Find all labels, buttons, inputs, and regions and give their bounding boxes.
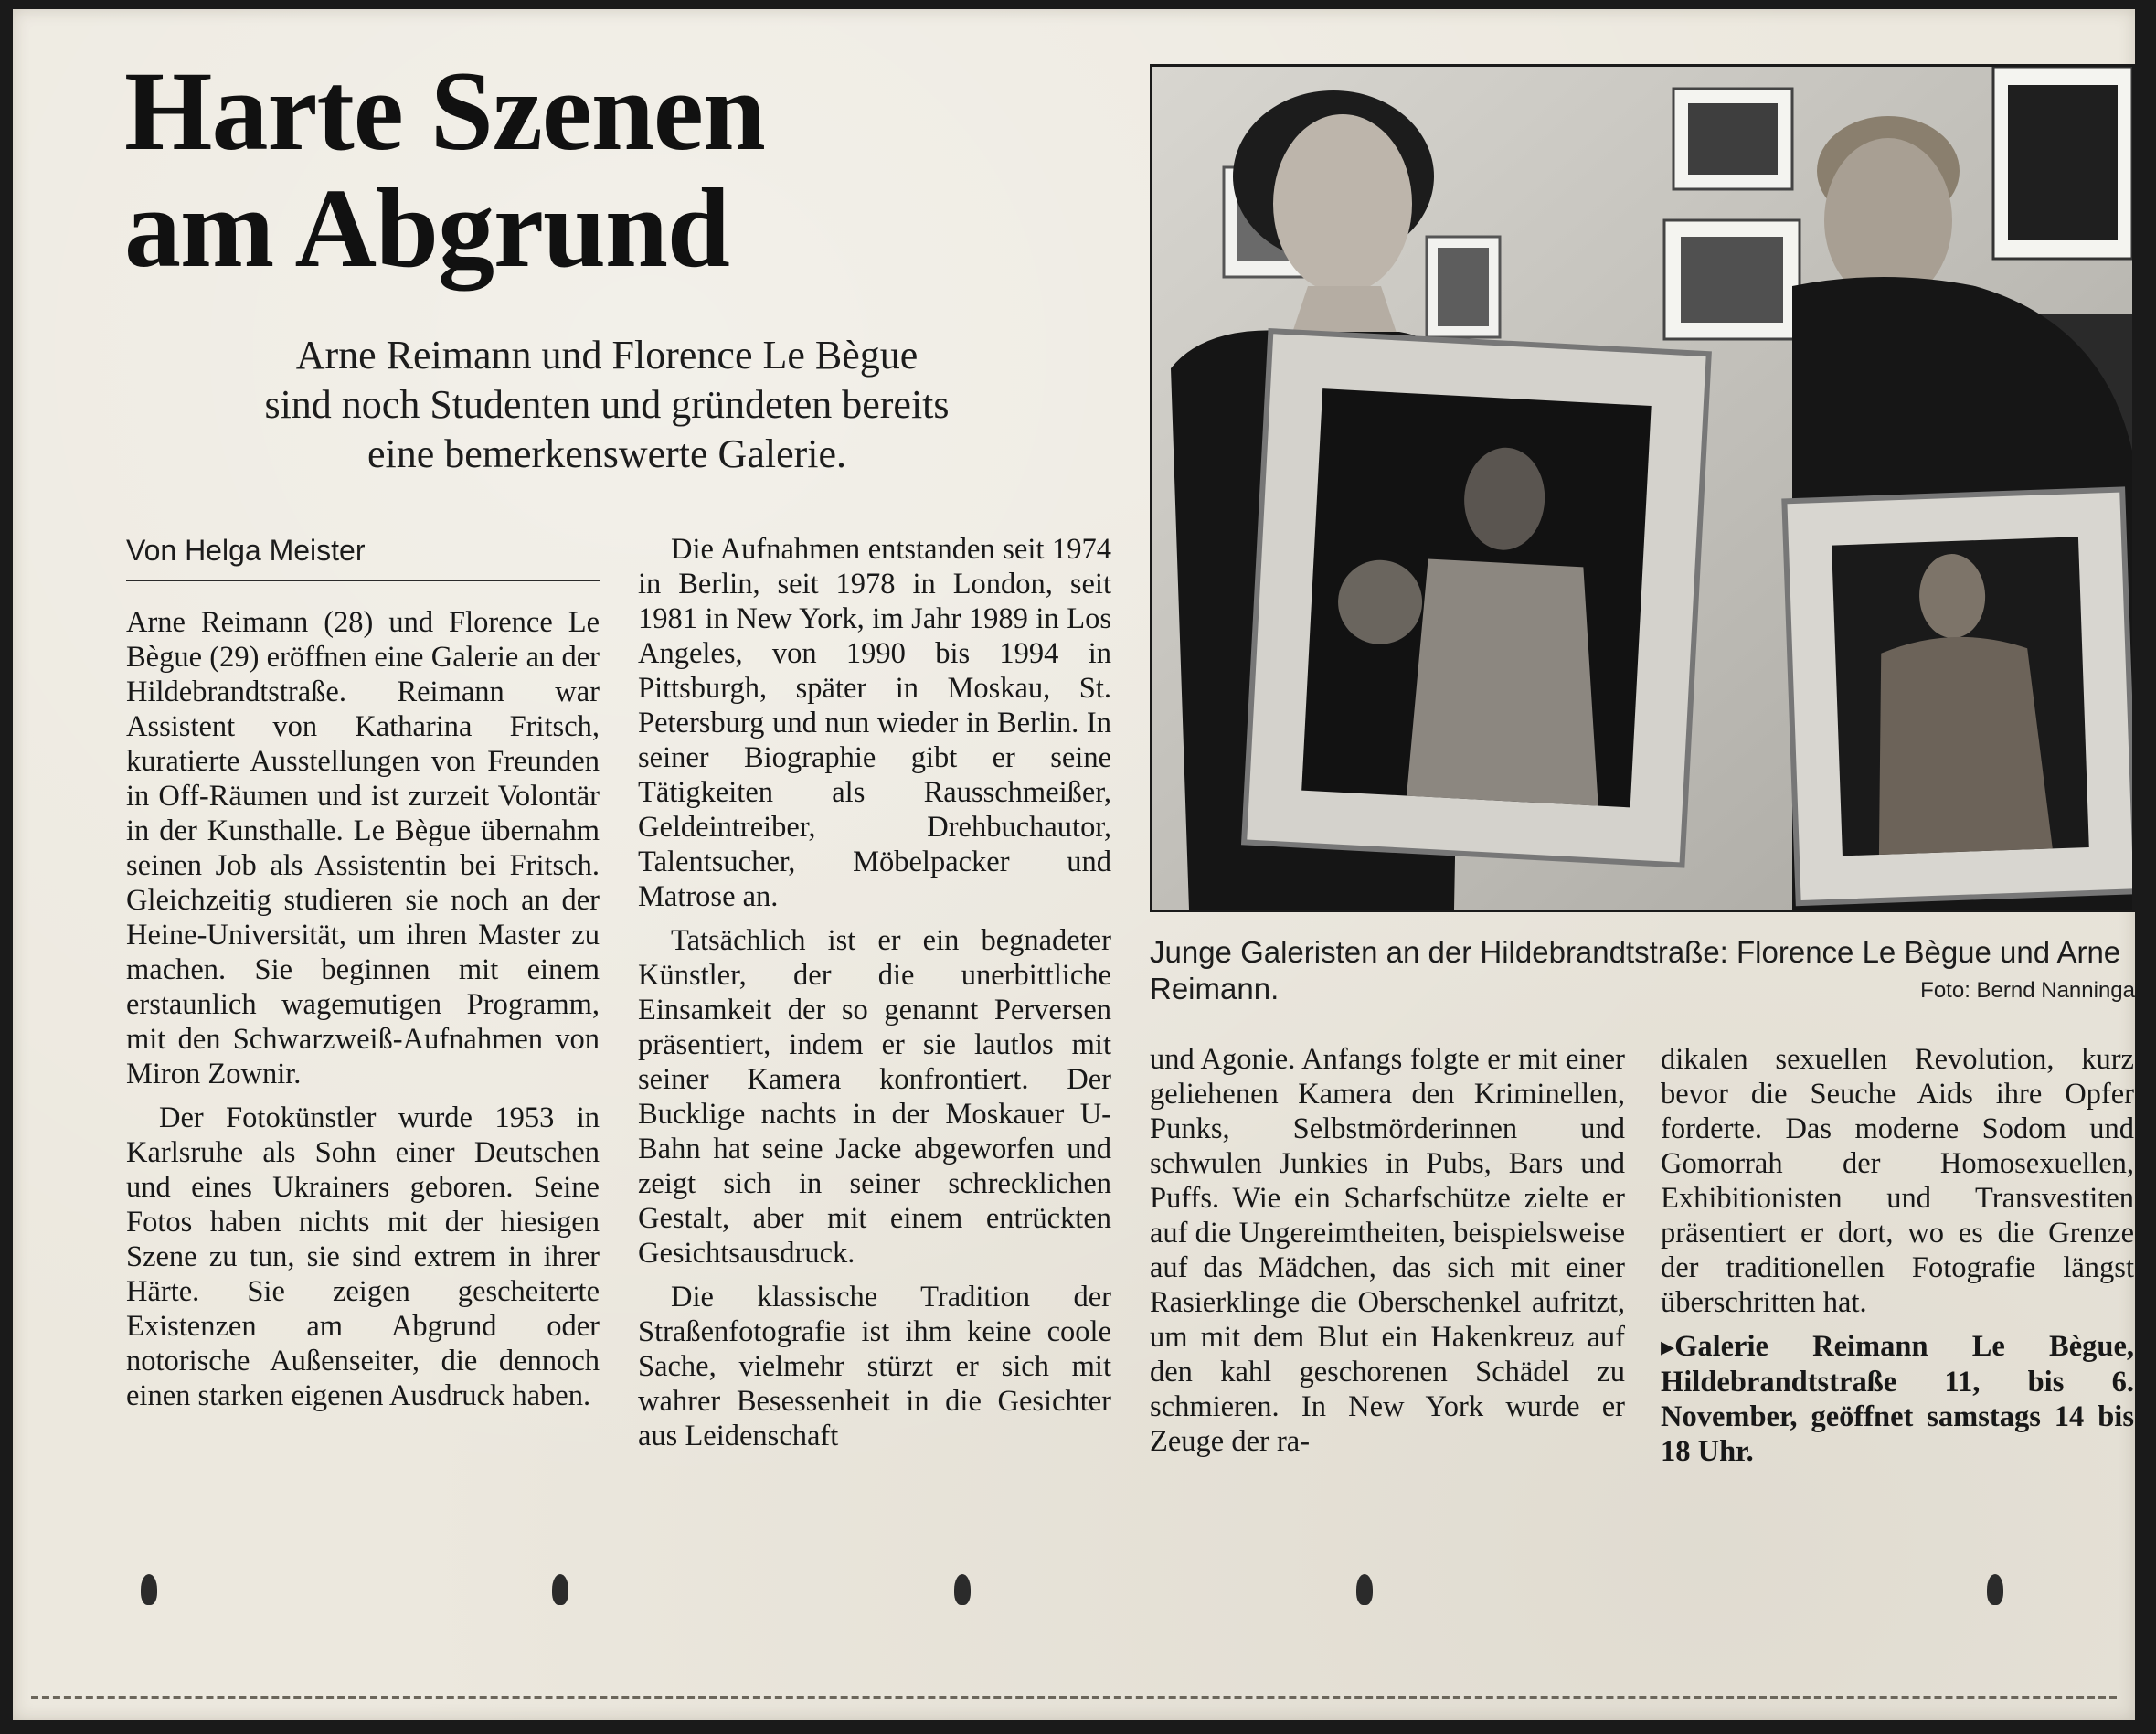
paragraph-3: Die Aufnahmen entstanden seit 1974 in Berlin, seit 1978 in London, seit 1981 in New York, im Jahr 1989 in Los Angeles, von 1990 bis 1994 in Pittsburgh, später in Moskau, St. Petersburg und nun wieder in Berlin. In seiner Biographie gibt er seine Tätigkeiten als Rausschmeißer, Geldeintreiber, Drehbuchautor, Talentsucher, Möbelpacker und Matrose an.: [638, 533, 1111, 913]
article-column-2: [638, 532, 1111, 1453]
subheadline-line-1: Arne Reimann und Florence Le Bègue: [295, 333, 919, 378]
subheadline-line-3: eine bemerkenswerte Galerie.: [366, 431, 847, 476]
subheadline: [150, 331, 1064, 479]
binder-hole-2: [552, 1574, 568, 1605]
article-column-4: [1661, 1042, 2134, 1469]
paragraph-1: Arne Reimann (28) und Florence Le Bègue (29) eröffnen eine Galerie an der Hildebrandtstraße. Reimann war Assistent von Katharina Fritsch, kuratierte Ausstellungen von Freunden in Off-Räumen und ist zurzeit Volontär in der Kunsthalle. Le Bègue übernahm seinen Job als Assistentin bei Fritsch. Gleichzeitig studieren sie noch an der Heine-Universität, um ihren Master zu machen. Sie beginnen mit einem erstaunlich wagemutigen Programm, mit den Schwarzweiß-Aufnahmen von Miron Zownir.: [126, 606, 600, 1090]
article-column-3: [1150, 1042, 1625, 1459]
headline: [124, 48, 1084, 291]
paragraph-2: Der Fotokünstler wurde 1953 in Karlsruhe als Sohn einer Deutschen und eines Ukrainers geboren. Seine Fotos haben nichts mit der hiesigen Szene zu tun, sie sind extrem in ihrer Härte. Sie zeigen gescheiterte Existenzen am Abgrund oder notorische Außenseiter, die dennoch einen starken eigenen Ausdruck haben.: [126, 1101, 600, 1412]
gallery-photo-illustration: [1152, 67, 2132, 910]
paragraph-4: Tatsächlich ist er ein begnadeter Künstler, der die unerbittliche Einsamkeit der so genannt Perversen präsentiert, indem er sie lautlos mit seiner Kamera konfrontiert. Der Bucklige nachts in der Moskauer U-Bahn hat seine Jacke abgeworfen und zeigt sich in seiner schrecklichen Gestalt, aber mit einem entrückten Gesichtsausdruck.: [638, 924, 1111, 1270]
gallery-info-box: ▸ Galerie Reimann Le Bègue, Hildebrandtstraße 11, bis 6. November, geöffnet samstags 14 bis 18 Uhr.: [1661, 1329, 2134, 1469]
binder-hole-3: [954, 1574, 971, 1605]
photo-caption: Junge Galeristen an der Hildebrandtstraße: Florence Le Bègue und Arne Reimann.: [1150, 935, 2121, 1005]
paragraph-5-end: dikalen sexuellen Revolution, kurz bevor die Seuche Aids ihre Opfer forderte. Das moderne Sodom und Gomorrah der Homosexuellen, Exhibitionisten und Transvestiten präsentiert er dort, wo es die Grenze der traditionellen Fotografie längst überschritten hat.: [1661, 1043, 2134, 1319]
headline-line-1: Harte Szenen: [124, 48, 765, 174]
photo-caption-block: [1150, 934, 2135, 1007]
subheadline-line-2: sind noch Studenten und gründeten bereits: [264, 382, 950, 427]
photo: [1150, 64, 2135, 912]
byline: Von Helga Meister: [126, 532, 600, 581]
binder-hole-5: [1987, 1574, 2003, 1605]
photo-credit: Foto: Bernd Nanninga: [1920, 978, 2135, 1003]
paragraph-5-start: Die klassische Tradition der Straßenfotografie ist ihm keine coole Sache, vielmehr stürzt er sich mit wahrer Besessenheit in die Gesichter aus Leidenschaft: [638, 1281, 1111, 1452]
newspaper-clipping: [13, 9, 2135, 1720]
perforation-edge: [31, 1696, 2117, 1699]
article-column-1: [126, 605, 600, 1413]
binder-hole-1: [141, 1574, 157, 1605]
paragraph-5-continued: und Agonie. Anfangs folgte er mit einer geliehenen Kamera den Kriminellen, Punks, Selbstmörderinnen und schwulen Junkies in Pubs, Bars und Puffs. Wie ein Scharfschütze zielte er auf die Ungereimtheiten, beispielsweise auf das Mädchen, das sich mit einer Rasierklinge die Oberschenkel aufritzt, um mit dem Blut ein Hakenkreuz auf den kahl geschorenen Schädel zu schmieren. In New York wurde er Zeuge der ra-: [1150, 1043, 1625, 1458]
headline-line-2: am Abgrund: [124, 165, 729, 291]
binder-hole-4: [1356, 1574, 1373, 1605]
